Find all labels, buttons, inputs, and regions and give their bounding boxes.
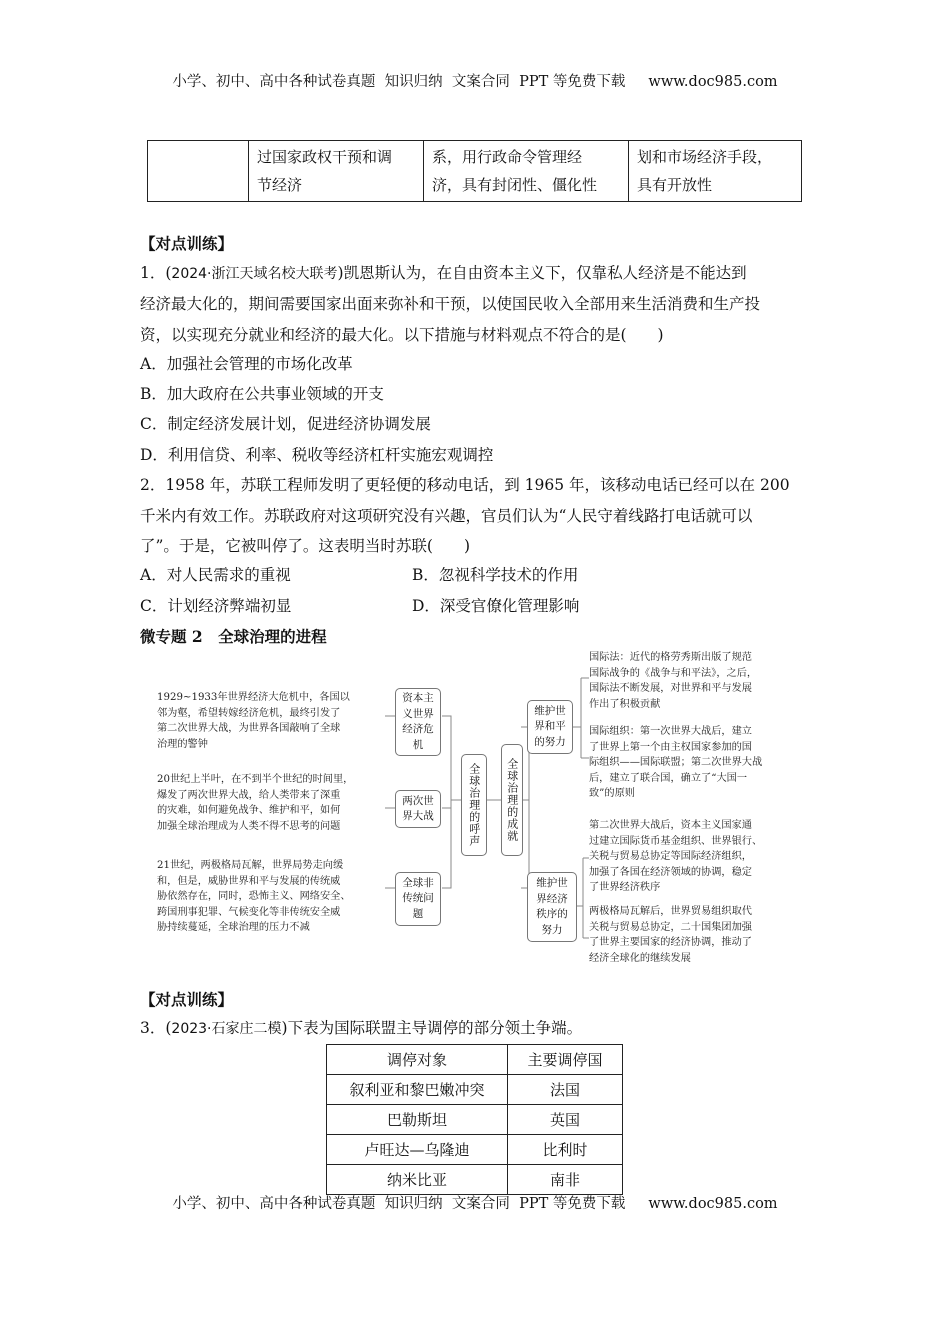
text-line: 了世界上第一个由主权国家参加的国 — [589, 741, 752, 753]
question-text: )凯恩斯认为，在自由资本主义下，仅靠私人经济是不能达到 — [337, 264, 747, 282]
training-label: 【对点训练】 — [140, 990, 234, 1009]
table-cell: 比利时 — [508, 1135, 623, 1165]
table-header-row — [327, 1045, 623, 1075]
option-a: A．对人民需求的重视 — [140, 566, 291, 584]
text-line: 过建立国际货币基金组织、世界银行、 — [589, 835, 763, 847]
box-governance-achievement: 全球治理的成就 — [501, 744, 523, 856]
box-peace-efforts: 维护世 界和平 的努力 — [527, 700, 573, 754]
box-governance-call: 全球治理的呼声 — [461, 754, 487, 856]
cell-line: 划和市场经济手段， — [637, 148, 773, 166]
text-line: 后，建立了联合国，确立了“大国一 — [589, 772, 748, 784]
text-line: 际组织——国际联盟；第二次世界大战 — [589, 757, 763, 768]
text-line: 爆发了两次世界大战，给人类带来了深重 — [157, 789, 341, 801]
box-two-world-wars: 两次世 界大战 — [395, 790, 441, 828]
text-line: 两极格局瓦解后，世界贸易组织取代 — [589, 906, 752, 917]
text-line: 国际法不断发展，对世界和平与发展 — [589, 683, 752, 694]
text-line: 邻为壑，希望转嫁经济危机，最终引发了 — [157, 707, 341, 719]
table-cell: 法国 — [508, 1075, 623, 1105]
table-row — [327, 1165, 623, 1195]
topic-title: 微专题 2 全球治理的进程 — [140, 627, 327, 646]
training-label: 【对点训练】 — [140, 234, 234, 253]
text-line: 加强全球治理成为人类不得不思考的问题 — [157, 820, 341, 832]
cell-line: 系，用行政命令管理经 — [432, 148, 583, 166]
left-text-1 — [157, 690, 389, 752]
table-cell: 英国 — [508, 1105, 623, 1135]
cell-line: 具有开放性 — [637, 176, 713, 194]
text-line: 国际战争的《战争与和平法》，之后， — [589, 667, 758, 679]
left-text-3 — [157, 858, 389, 936]
option-b: B．加大政府在公共事业领域的开支 — [140, 385, 384, 403]
option-c: C．制定经济发展计划，促进经济协调发展 — [140, 415, 431, 433]
question-source: 2024·浙江天域名校大联考 — [171, 266, 338, 282]
cell-line: 节经济 — [257, 176, 303, 194]
table-cell-empty — [148, 141, 249, 202]
page-header: 小学、初中、高中各种试卷真题 知识归纳 文案合同 PPT 等免费下载 www.doc985.com — [172, 74, 778, 90]
question-1-line-3: 资，以实现充分就业和经济的最大化。以下措施与材料观点不符合的是( ) — [140, 326, 664, 344]
text-line: 致”的原则 — [589, 788, 635, 799]
box-economic-crisis: 资本主 义世界 经济危 机 — [395, 688, 441, 756]
text-line: 关税与贸易总协定，二十国集团加强 — [589, 921, 752, 933]
text-line: 关税与贸易总协定等国际经济组织， — [589, 851, 752, 862]
cell-line: 过国家政权干预和调 — [257, 148, 393, 166]
table-cell: 卢旺达—乌隆迪 — [327, 1135, 508, 1165]
option-b: B．忽视科学技术的作用 — [412, 566, 579, 584]
left-text-2 — [157, 772, 389, 834]
right-text-post-bipolar — [589, 904, 805, 966]
question-2-line-3: 了”。于是，它被叫停了。这表明当时苏联( ) — [140, 537, 471, 555]
mind-map-diagram — [145, 648, 805, 978]
text-line: 治理的警钟 — [157, 738, 208, 750]
text-line: 20世纪上半叶，在不到半个世纪的时间里， — [157, 774, 354, 785]
mediation-table — [326, 1044, 623, 1195]
text-line: 胁持续蔓延，全球治理的压力不减 — [157, 922, 310, 933]
question-1-line-2: 经济最大化的，期间需要国家出面来弥补和干预，以使国民收入全部用来生活消费和生产投 — [140, 295, 761, 313]
table-header: 主要调停国 — [508, 1045, 623, 1075]
text-line: 了世界经济秩序 — [589, 882, 661, 893]
table-cell: 南非 — [508, 1165, 623, 1195]
page-footer: 小学、初中、高中各种试卷真题 知识归纳 文案合同 PPT 等免费下载 www.doc985.com — [172, 1196, 778, 1212]
box-economic-order-efforts: 维护世 界经济 秩序的 努力 — [527, 872, 577, 942]
text-line: 加强了各国在经济领域的协调，稳定 — [589, 866, 752, 878]
text-line: 第二次世界大战，为世界各国敲响了全球 — [157, 723, 341, 734]
option-c: C．计划经济弊端初显 — [140, 597, 292, 615]
right-text-postwar-economy — [589, 818, 805, 896]
comparison-table-continued — [147, 140, 802, 202]
option-a: A．加强社会管理的市场化改革 — [140, 355, 353, 373]
text-line: 的灾难，如何避免战争、维护和平，如何 — [157, 805, 341, 816]
table-cell — [249, 141, 424, 202]
text-line: 作出了积极贡献 — [589, 698, 661, 710]
text-line: 国际法：近代的格劳秀斯出版了规范 — [589, 652, 752, 663]
table-cell: 叙利亚和黎巴嫩冲突 — [327, 1075, 508, 1105]
table-row — [327, 1105, 623, 1135]
question-number: 3．( — [140, 1019, 172, 1037]
table-cell: 纳米比亚 — [327, 1165, 508, 1195]
question-source: 2023·石家庄二模 — [171, 1021, 282, 1037]
text-line: 21世纪，两极格局瓦解，世界局势走向缓 — [157, 860, 344, 871]
question-number: 1．( — [140, 264, 172, 282]
question-text: )下表为国际联盟主导调停的部分领土争端。 — [281, 1019, 583, 1037]
table-cell — [424, 141, 629, 202]
table-row — [327, 1135, 623, 1165]
text-line: 国际组织：第一次世界大战后，建立 — [589, 726, 752, 737]
option-d: D．利用信贷、利率、税收等经济杠杆实施宏观调控 — [140, 446, 494, 464]
table-cell — [629, 141, 802, 202]
cell-line: 济，具有封闭性、僵化性 — [432, 176, 598, 194]
text-line: 1929~1933年世界经济大危机中，各国以 — [157, 692, 350, 703]
text-line: 了世界主要国家的经济协调，推动了 — [589, 937, 752, 948]
right-text-international-organizations — [589, 724, 805, 802]
option-d: D．深受官僚化管理影响 — [412, 597, 580, 615]
table-row — [327, 1075, 623, 1105]
text-line: 经济全球化的继续发展 — [589, 952, 691, 964]
question-3-line-1 — [140, 1016, 582, 1038]
question-2-line-2: 千米内有效工作。苏联政府对这项研究没有兴趣，官员们认为“人民守着线路打电话就可以 — [140, 507, 753, 525]
question-2-line-1: 2．1958 年，苏联工程师发明了更轻便的移动电话，到 1965 年，该移动电话已经可以在 200 — [140, 476, 790, 494]
box-non-traditional-issues: 全球非 传统问 题 — [395, 872, 441, 926]
text-line: 第二次世界大战后，资本主义国家通 — [589, 820, 752, 831]
question-1-line-1 — [140, 261, 747, 283]
text-line: 跨国刑事犯罪、气候变化等非传统安全威 — [157, 906, 341, 918]
table-cell: 巴勒斯坦 — [327, 1105, 508, 1135]
text-line: 胁依然存在，同时，恐怖主义、网络安全、 — [157, 891, 351, 902]
table-header: 调停对象 — [327, 1045, 508, 1075]
text-line: 和，但是，威胁世界和平与发展的传统威 — [157, 875, 341, 887]
right-text-international-law — [589, 650, 805, 712]
